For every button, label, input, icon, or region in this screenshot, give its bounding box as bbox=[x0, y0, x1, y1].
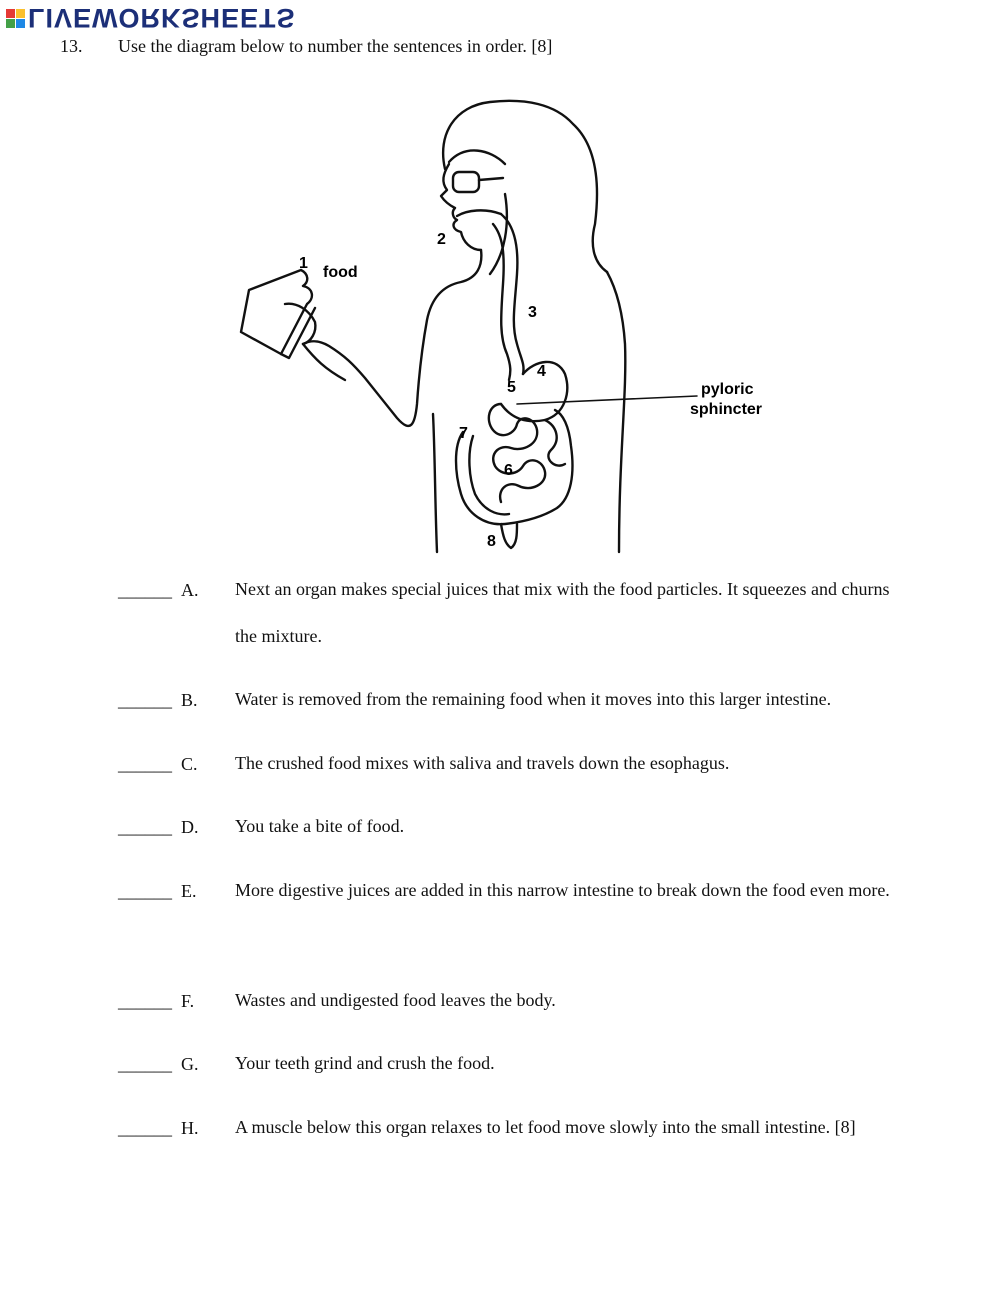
item-text: More digestive juices are added in this narrow intestine to break down the food even more. bbox=[235, 880, 890, 900]
item-text: Wastes and undigested food leaves the body. bbox=[235, 990, 556, 1010]
logo-block bbox=[6, 9, 15, 18]
mouth bbox=[457, 210, 501, 216]
item-letter: B. bbox=[181, 690, 198, 710]
digestive-system-diagram bbox=[205, 74, 790, 556]
item-letter: F. bbox=[181, 991, 195, 1011]
label-4: 4 bbox=[537, 363, 546, 380]
label-5: 5 bbox=[507, 379, 516, 396]
logo-block bbox=[16, 9, 25, 18]
label-2: 2 bbox=[437, 231, 446, 248]
answer-blank[interactable]: ______ bbox=[118, 580, 172, 600]
answer-blank[interactable]: ______ bbox=[118, 817, 172, 837]
label-8: 8 bbox=[487, 533, 496, 550]
item-text: You take a bite of food. bbox=[235, 816, 405, 836]
glasses-arm bbox=[479, 178, 503, 180]
torso-left-lower bbox=[433, 414, 437, 552]
answer-blank[interactable]: ______ bbox=[118, 1054, 172, 1074]
esophagus-inner bbox=[493, 224, 510, 380]
item-text: A muscle below this organ relaxes to let food move slowly into the small intestine. [8] bbox=[235, 1117, 856, 1137]
large-intestine bbox=[456, 410, 572, 524]
arm-upper bbox=[303, 344, 345, 380]
answer-blank[interactable]: ______ bbox=[118, 881, 172, 901]
hair-outline bbox=[443, 101, 607, 272]
question-number: 13. bbox=[60, 36, 83, 56]
logo-text: LIVEWORKSHEETS bbox=[28, 3, 296, 33]
liveworksheets-logo bbox=[6, 4, 296, 32]
pyloric-line bbox=[517, 396, 697, 404]
label-1: 1 bbox=[299, 255, 308, 272]
label-7: 7 bbox=[459, 425, 468, 442]
item-letter: H. bbox=[181, 1118, 199, 1138]
label-sphincter: sphincter bbox=[690, 401, 763, 418]
item-letter: C. bbox=[181, 754, 198, 774]
item-text: The crushed food mixes with saliva and travels down the esophagus. bbox=[235, 753, 730, 773]
answer-blank[interactable]: ______ bbox=[118, 754, 172, 774]
label-6: 6 bbox=[504, 462, 513, 479]
item-letter: A. bbox=[181, 580, 199, 600]
item-letter: G. bbox=[181, 1054, 199, 1074]
face-outline bbox=[441, 164, 481, 250]
label-pyloric: pyloric bbox=[701, 381, 754, 398]
answer-blank[interactable]: ______ bbox=[118, 690, 172, 710]
item-text: Your teeth grind and crush the food. bbox=[235, 1053, 495, 1073]
item-letter: D. bbox=[181, 817, 199, 837]
label-3: 3 bbox=[528, 304, 537, 321]
torso-right bbox=[607, 272, 625, 552]
label-food: food bbox=[323, 264, 358, 281]
item-letter: E. bbox=[181, 881, 197, 901]
logo-block bbox=[6, 19, 15, 28]
hair-inner bbox=[449, 150, 505, 164]
logo-blocks-icon bbox=[6, 9, 25, 28]
item-text: Next an organ makes special juices that mix with the food particles. It squeezes and churns the mixture. bbox=[235, 579, 890, 646]
logo-block bbox=[16, 19, 25, 28]
food-sandwich-icon bbox=[241, 270, 312, 354]
item-text: Water is removed from the remaining food when it moves into this larger intestine. bbox=[235, 689, 832, 709]
small-intestine-2 bbox=[545, 420, 565, 466]
answer-blank[interactable]: ______ bbox=[118, 1118, 172, 1138]
question-instruction: Use the diagram below to number the sentences in order. [8] bbox=[118, 36, 553, 56]
answer-blank[interactable]: ______ bbox=[118, 991, 172, 1011]
rectum bbox=[501, 524, 517, 548]
glasses-icon bbox=[453, 172, 479, 192]
digestive-diagram-svg bbox=[205, 74, 790, 556]
